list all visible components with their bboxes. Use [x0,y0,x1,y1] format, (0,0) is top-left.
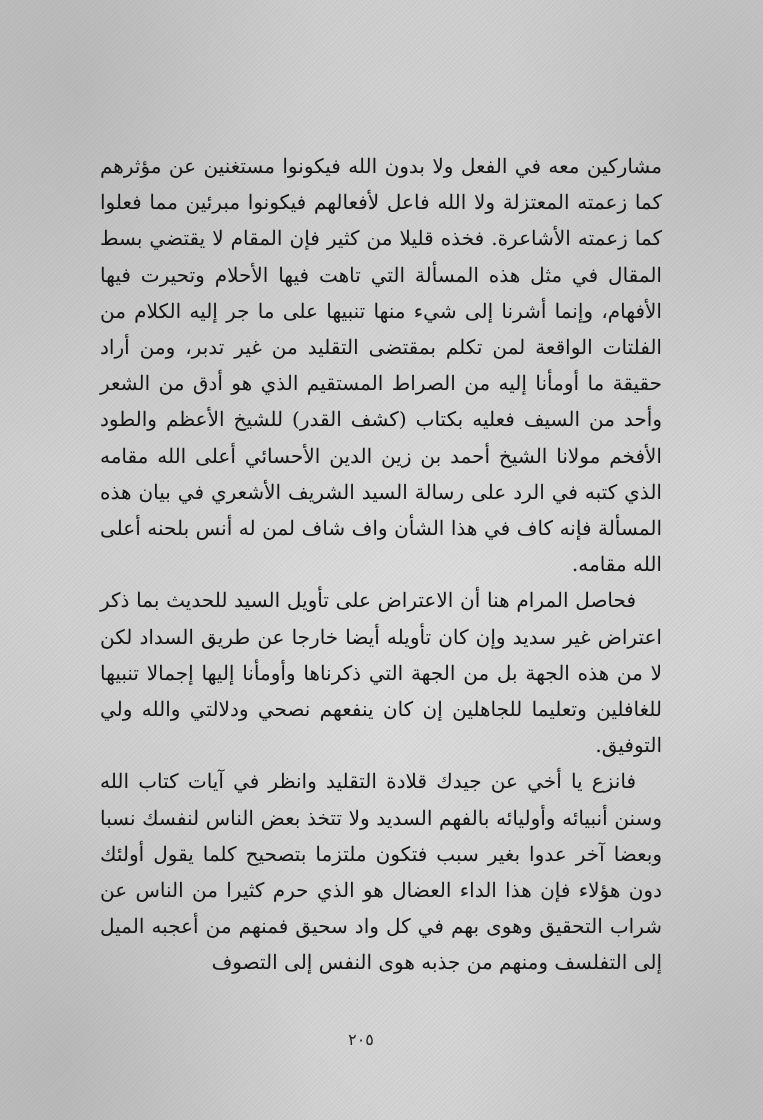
page-number: ٢٠٥ [348,1030,374,1049]
paragraph-3: فانزع يا أخي عن جيدك قلادة التقليد وانظر في آيات كتاب الله وسنن أنبيائه وأوليائه بالفهم السديد ولا تتخذ بعض الناس لنفسك نسبا وبعضا آخر عدوا بغير سبب فتكون ملتزما بتصحيح كلما يقول أولئك دون هؤلاء فإن هذا الداء العضال هو الذي حرم كثيرا من الناس عن شراب التحقيق وهوى بهم في كل واد سحيق فمنهم من أعجبه الميل إلى التفلسف ومنهم من جذبه هوى النفس إلى التصوف [100,769,662,975]
paragraph-1: مشاركين معه في الفعل ولا بدون الله فيكونوا مستغنين عن مؤثرهم كما زعمته المعتزلة ولا الله فاعل لأفعالهم فيكونوا مبرئين مما فعلوا كما زعمته الأشاعرة. فخذه قليلا من كثير فإن المقام لا يقتضي بسط المقال في مثل هذه المسألة التي تاهت فيها الأحلام وتحيرت فيها الأفهام، وإنما أشرنا إلى شيء منها تنبيها على ما جر إليه الكلام من الفلتات الواقعة لمن تكلم بمقتضى التقليد من غير تدبر، ومن أراد حقيقة ما أومأنا إليه من الصراط المستقيم الذي هو أدق من الشعر وأحد من السيف فعليه بكتاب (كشف القدر) للشيخ الأعظم والطود الأفخم مولانا الشيخ أحمد بن زين الدين الأحسائي أعلى الله مقامه الذي كتبه في الرد على رسالة السيد الشريف الأشعري في بيان هذه المسألة فإنه كاف في هذا الشأن واف شاف لمن له أنس بلحنه أعلى الله مقامه. [100,154,662,577]
paragraph-2: فحاصل المرام هنا أن الاعتراض على تأويل السيد للحديث بما ذكر اعتراض غير سديد وإن كان تأويله أيضا خارجا عن طريق السداد لكن لا من هذه الجهة بل من الجهة التي ذكرناها وأومأنا إليها إجمالا تنبيها للغافلين وتعليما للجاهلين إن كان ينفعهم نصحي ودلالتي والله ولي التوفيق. [100,588,662,758]
body-text [100,148,662,981]
